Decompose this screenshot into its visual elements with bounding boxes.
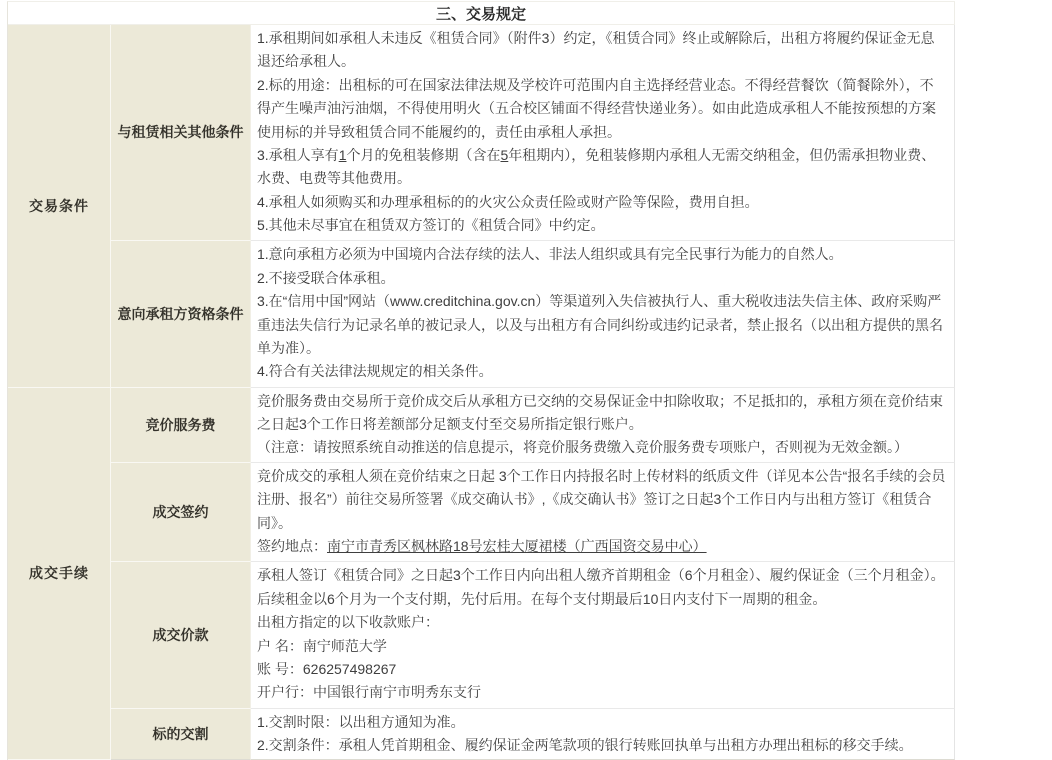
- qualification-legal: 4.符合有关法律法规规定的相关条件。: [257, 360, 946, 383]
- service-fee-rule: 竞价服务费由交易所于竞价成交后从承租方已交纳的交易保证金中扣除收取；不足抵扣的，承租方须在竞价结束之日起3个工作日将差额部分足额支付至交易所指定银行账户。: [257, 390, 946, 437]
- cell-qualification: [251, 241, 955, 388]
- account-bank: 开户行：中国银行南宁市明秀东支行: [257, 681, 946, 704]
- account-number: 账 号：626257498267: [257, 658, 946, 681]
- delivery-condition: 2.交割条件：承租人凭首期租金、履约保证金两笔款项的银行转账回执单与出租方办理出租标的移交手续。: [257, 734, 946, 757]
- cell-lease-conditions: [251, 25, 955, 241]
- cell-service-fee: [251, 388, 955, 463]
- clause-free-rent-period: 3.承租人享有1个月的免租装修期（含在5年租期内），免租装修期内承租人无需交纳租金，但仍需承担物业费、水费、电费等其他费用。: [257, 144, 946, 191]
- clause-deposit-refund: 1.承租期间如承租人未违反《租赁合同》（附件3）约定，《租赁合同》终止或解除后，出租方将履约保证金无息退还给承租人。: [257, 27, 946, 74]
- table-row: [8, 25, 955, 241]
- underlined-number: 1: [339, 147, 347, 163]
- payment-terms: 承租人签订《租赁合同》之日起3个工作日内向出租人缴齐首期租金（6个月租金）、履约保证金（三个月租金）。后续租金以6个月为一个支付期，先付后用。在每个支付期最后10日内支付下一周期的租金。: [257, 564, 946, 611]
- table-row: [8, 562, 955, 709]
- table-row: [8, 388, 955, 463]
- table-row: [8, 241, 955, 388]
- row-header-payment: 成交价款: [111, 562, 251, 709]
- qualification-entity: 1.意向承租方必须为中国境内合法存续的法人、非法人组织或具有完全民事行为能力的自然人。: [257, 243, 946, 266]
- qualification-credit-china: 3.在“信用中国”网站（www.creditchina.gov.cn）等渠道列入失信被执行人、重大税收违法失信主体、政府采购严重违法失信行为记录名单的被记录人，以及与出租方有合同纠纷或违约记录者，禁止报名（以出租方提供的黑名单为准）。: [257, 290, 946, 360]
- clause-insurance: 4.承租人如须购买和办理承租标的的火灾公众责任险或财产险等保险，费用自担。: [257, 191, 946, 214]
- cell-delivery: [251, 709, 955, 760]
- page: [0, 1, 1052, 731]
- signing-location: 签约地点：南宁市青秀区枫林路18号宏桂大厦裙楼（广西国资交易中心）: [257, 535, 946, 558]
- payment-account-intro: 出租方指定的以下收款账户：: [257, 611, 946, 634]
- underlined-number: 5: [500, 147, 508, 163]
- clause-usage: 2.标的用途：出租标的可在国家法律法规及学校许可范围内自主选择经营业态。不得经营餐饮（简餐除外），不得产生噪声油污油烟，不得使用明火（五合校区铺面不得经营快递业务）。如由此造成承租人不能按预想的方案使用标的并导致租赁合同不能履约的，责任由承租人承担。: [257, 74, 946, 144]
- row-header-lease-conditions: 与租赁相关其他条件: [111, 25, 251, 241]
- signing-address: 南宁市青秀区枫林路18号宏桂大厦裙楼（广西国资交易中心）: [327, 538, 707, 554]
- qualification-no-consortium: 2.不接受联合体承租。: [257, 267, 946, 290]
- title-row: [8, 2, 955, 25]
- cell-payment: [251, 562, 955, 709]
- signing-procedure: 竞价成交的承租人须在竞价结束之日起 3个工作日内持报名时上传材料的纸质文件（详见本公告“报名手续的会员注册、报名”）前往交易所签署《成交确认书》,《成交确认书》签订之日起3个工作日内与出租方签订《租赁合同》。: [257, 465, 946, 535]
- trade-rules-table-wrap: [7, 1, 955, 760]
- account-name: 户 名：南宁师范大学: [257, 635, 946, 658]
- row-header-delivery: 标的交割: [111, 709, 251, 760]
- table-row: [8, 709, 955, 760]
- table-row: [8, 463, 955, 562]
- section-title: 三、交易规定: [8, 2, 955, 25]
- row-header-service-fee: 竞价服务费: [111, 388, 251, 463]
- row-header-signing: 成交签约: [111, 463, 251, 562]
- group-header-procedures: 成交手续: [8, 388, 111, 760]
- cell-signing: [251, 463, 955, 562]
- clause-other-matters: 5.其他未尽事宜在租赁双方签订的《租赁合同》中约定。: [257, 214, 946, 237]
- row-header-qualification: 意向承租方资格条件: [111, 241, 251, 388]
- trade-rules-table: [8, 2, 955, 760]
- group-header-conditions: 交易条件: [8, 25, 111, 388]
- delivery-time: 1.交割时限：以出租方通知为准。: [257, 711, 946, 734]
- service-fee-note: （注意：请按照系统自动推送的信息提示，将竞价服务费缴入竞价服务费专项账户，否则视为无效金额。）: [257, 436, 946, 459]
